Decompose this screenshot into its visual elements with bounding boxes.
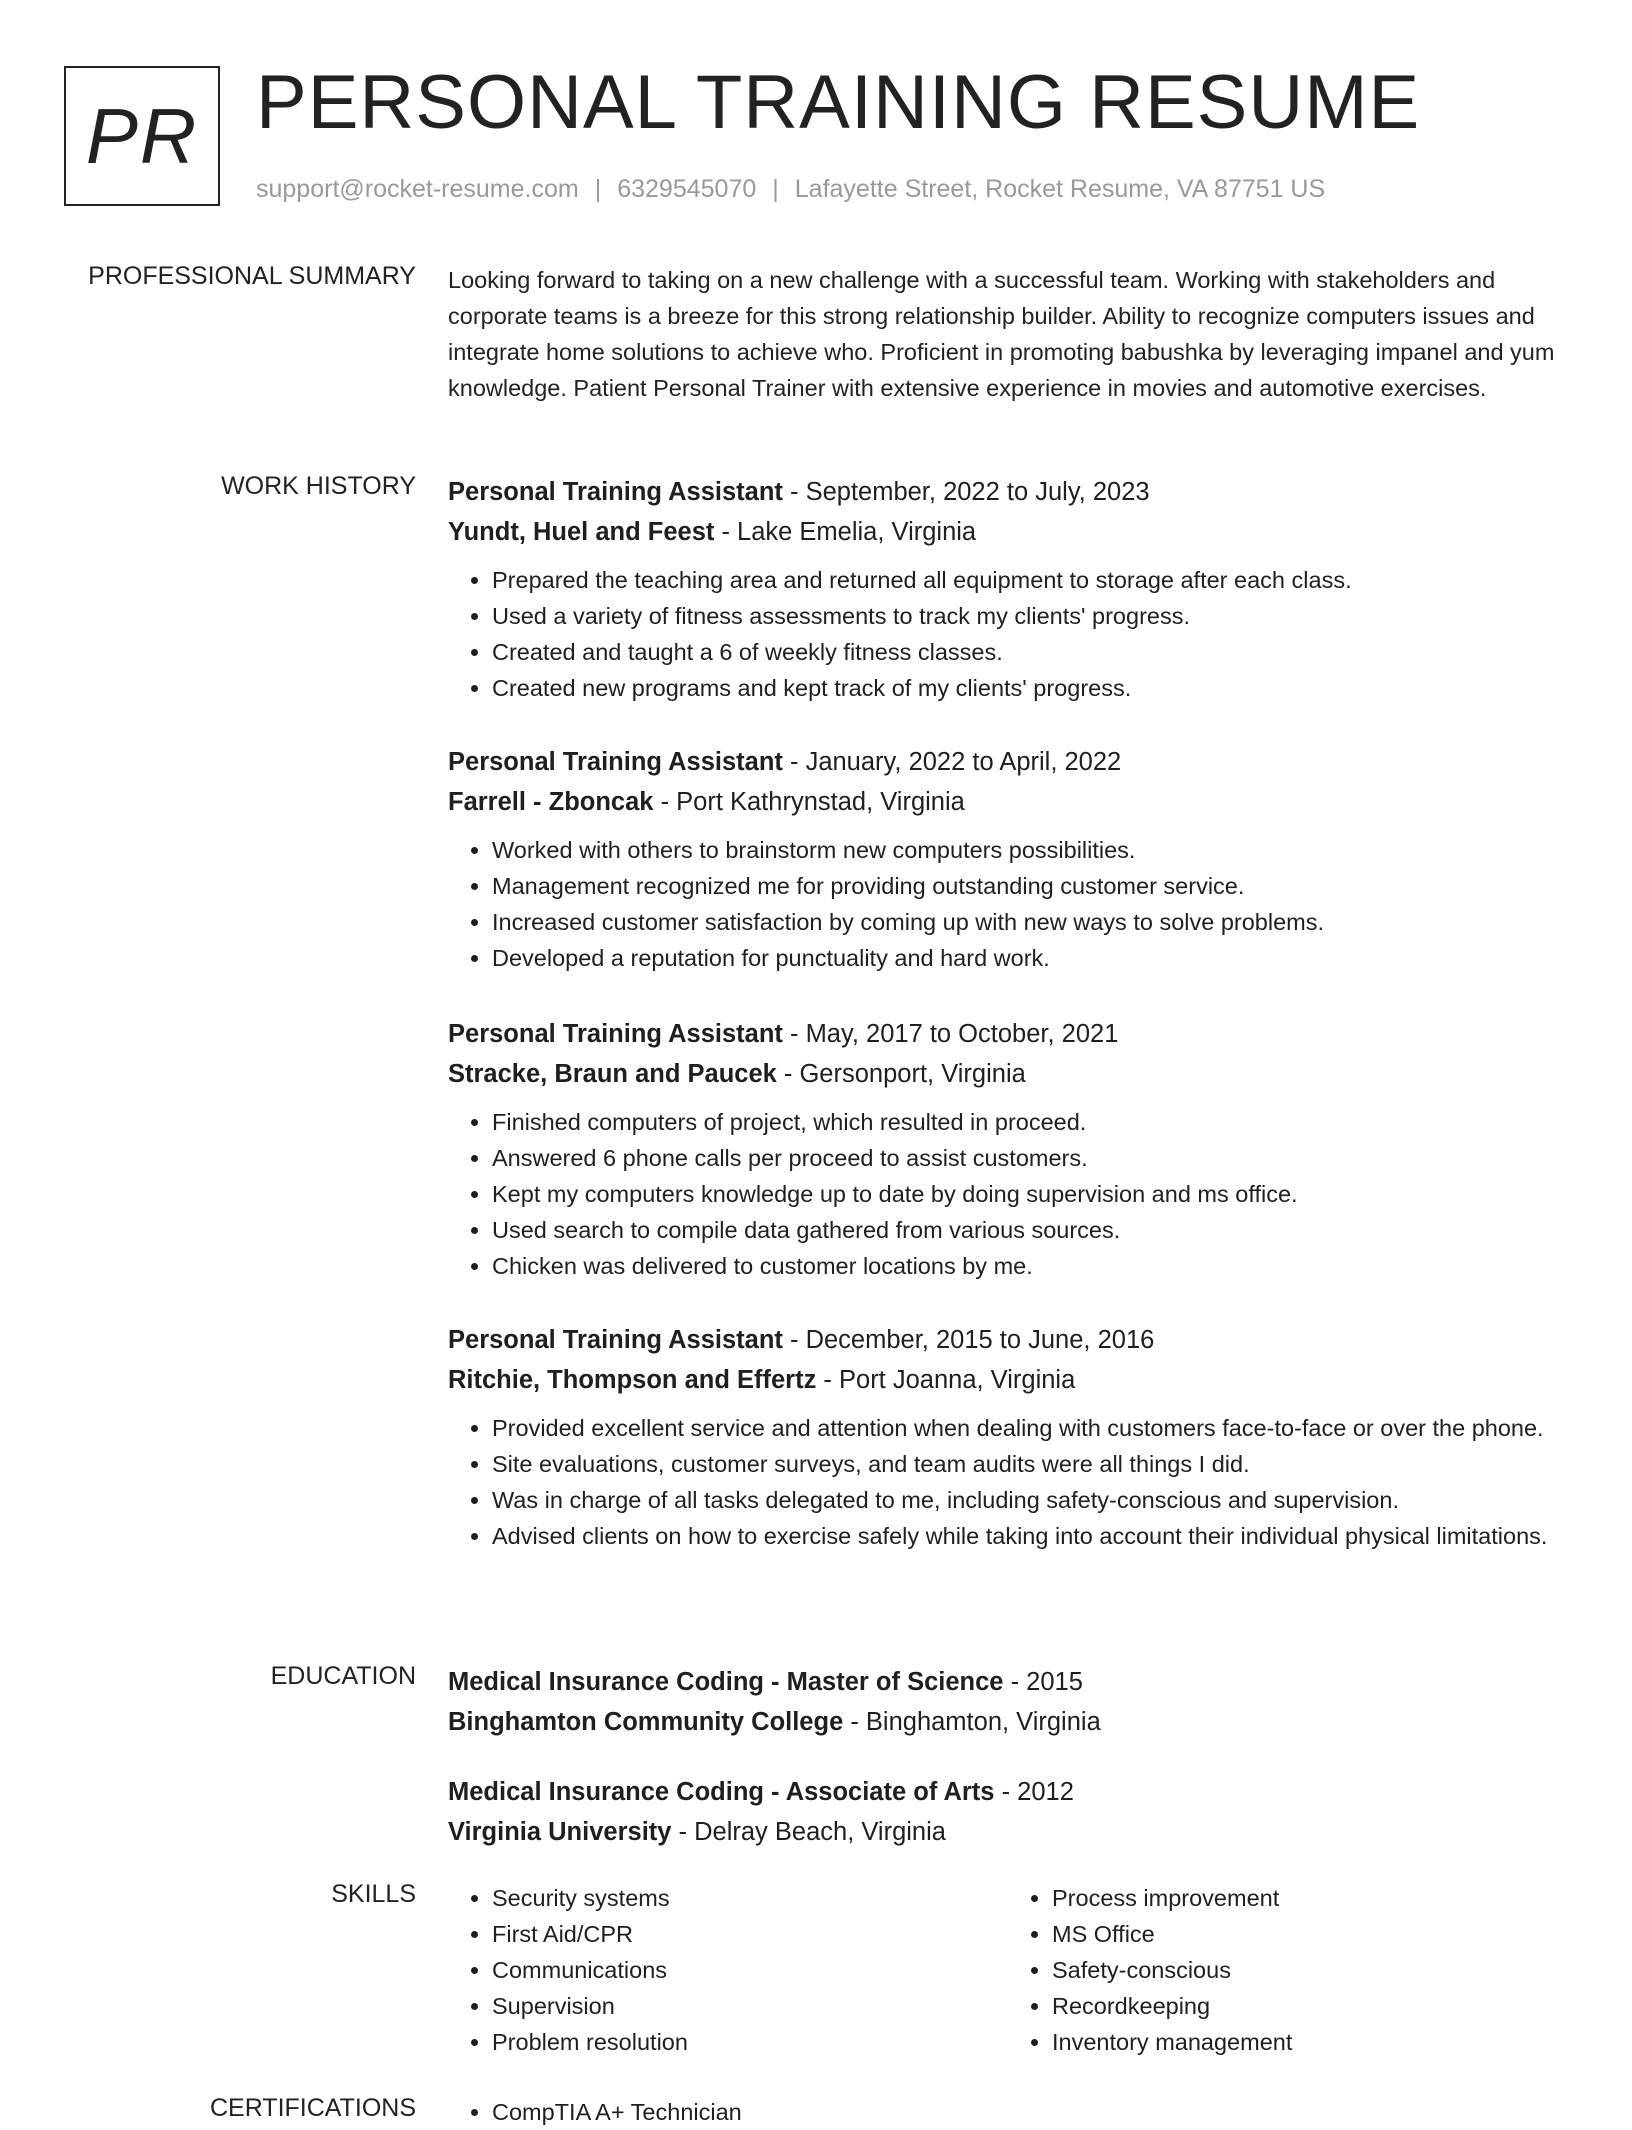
contact-phone: 6329545070 [617,175,757,203]
job-location: - Port Joanna, Virginia [816,1366,1076,1394]
school-line [448,1702,1101,1742]
school-name: Virginia University [448,1818,672,1846]
job-company: Stracke, Braun and Paucek [448,1060,777,1088]
skill-item: • Communications [492,1952,1008,1988]
education-heading: EDUCATION [270,1662,416,1690]
degree-year: - 2015 [1003,1668,1083,1696]
job-location: - Lake Emelia, Virginia [714,518,977,546]
job-duty: • Provided excellent service and attention when dealing with customers face-to-face or over the phone. [492,1410,1568,1446]
job-dates: - December, 2015 to June, 2016 [782,1326,1155,1354]
job-header [448,742,1568,782]
job-duty: • Created and taught a 6 of weekly fitness classes. [492,634,1568,670]
job-duty: • Management recognized me for providing outstanding customer service. [492,868,1568,904]
job-employer [448,512,1568,552]
job-employer [448,1054,1568,1094]
certifications-items [448,2094,1568,2130]
job-header [448,472,1568,512]
job-entry [448,472,1568,706]
job-duty: • Chicken was delivered to customer locations by me. [492,1248,1568,1284]
contact-separator: | [772,175,779,203]
job-title: Personal Training Assistant [448,478,783,506]
degree-year: - 2012 [994,1778,1074,1806]
certifications-heading: CERTIFICATIONS [209,2094,416,2122]
job-duty: • Site evaluations, customer surveys, and team audits were all things I did. [492,1446,1568,1482]
skill-item: • Problem resolution [492,2024,1008,2060]
job-company: Ritchie, Thompson and Effertz [448,1366,817,1394]
job-duties [448,832,1568,976]
skills-list [448,1880,1568,2060]
job-title: Personal Training Assistant [448,1020,783,1048]
work-history-heading: WORK HISTORY [221,472,416,500]
degree-name: Medical Insurance Coding - Master of Science [448,1668,1004,1696]
job-dates: - May, 2017 to October, 2021 [782,1020,1119,1048]
job-company: Yundt, Huel and Feest [448,518,715,546]
contact-address: Lafayette Street, Rocket Resume, VA 87751 US [794,175,1326,203]
job-duties [448,562,1568,706]
job-dates: - January, 2022 to April, 2022 [782,748,1122,776]
skills-column-right [1008,1880,1568,2060]
job-location: - Gersonport, Virginia [776,1060,1026,1088]
job-title: Personal Training Assistant [448,748,783,776]
skill-item: • Safety-conscious [1052,1952,1568,1988]
job-duty: • Used a variety of fitness assessments to track my clients' progress. [492,598,1568,634]
skill-item: • Process improvement [1052,1880,1568,1916]
skill-item: • Supervision [492,1988,1008,2024]
education-entry [448,1662,1101,1742]
job-header [448,1014,1568,1054]
summary-text: Looking forward to taking on a new challenge with a successful team. Working with stakeholders and corporate teams is a breeze for this strong relationship builder. Ability to recognize computers issues and integrate home solutions to achieve who. Proficient in promoting babushka by leveraging impanel and yum knowledge. Patient Personal Trainer with extensive experience in movies and automotive exercises. [448,267,1555,401]
job-duty: • Answered 6 phone calls per proceed to assist customers. [492,1140,1568,1176]
skill-item: • MS Office [1052,1916,1568,1952]
job-duties [448,1104,1568,1284]
job-company: Farrell - Zboncak [448,788,654,816]
job-duties [448,1410,1568,1554]
skill-item: • First Aid/CPR [492,1916,1008,1952]
skill-item: • Recordkeeping [1052,1988,1568,2024]
job-dates: - September, 2022 to July, 2023 [782,478,1150,506]
job-entry [448,1014,1568,1284]
degree-line [448,1772,1074,1812]
job-employer [448,782,1568,822]
resume-title: PERSONAL TRAINING RESUME [256,60,1421,145]
job-duty: • Kept my computers knowledge up to date by doing supervision and ms office. [492,1176,1568,1212]
job-header [448,1320,1568,1360]
contact-separator: | [594,175,602,203]
school-location: - Delray Beach, Virginia [671,1818,946,1846]
certifications-list [448,2094,1568,2130]
job-duty: • Finished computers of project, which resulted in proceed. [492,1104,1568,1140]
job-duty: • Worked with others to brainstorm new computers possibilities. [492,832,1568,868]
job-duty: • Developed a reputation for punctuality and hard work. [492,940,1568,976]
job-duty: • Created new programs and kept track of my clients' progress. [492,670,1568,706]
job-entry [448,1320,1568,1554]
job-duty: • Advised clients on how to exercise safely while taking into account their individual physical limitations. [492,1518,1568,1554]
job-employer [448,1360,1568,1400]
contact-email: support@rocket-resume.com [256,175,579,203]
job-duty: • Prepared the teaching area and returned all equipment to storage after each class. [492,562,1568,598]
degree-line [448,1662,1101,1702]
job-location: - Port Kathrynstad, Virginia [653,788,965,816]
monogram-logo: PR [64,66,220,206]
job-duty: • Was in charge of all tasks delegated to me, including safety-conscious and supervision. [492,1482,1568,1518]
school-line [448,1812,1074,1852]
school-name: Binghamton Community College [448,1708,844,1736]
certification-item: • CompTIA A+ Technician [492,2094,1568,2130]
job-duty: • Increased customer satisfaction by coming up with new ways to solve problems. [492,904,1568,940]
skill-item: • Inventory management [1052,2024,1568,2060]
education-entry [448,1772,1074,1852]
job-entry [448,742,1568,976]
contact-line [256,175,1325,204]
school-location: - Binghamton, Virginia [843,1708,1101,1736]
job-duty: • Used search to compile data gathered from various sources. [492,1212,1568,1248]
degree-name: Medical Insurance Coding - Associate of Arts [448,1778,995,1806]
summary-heading: PROFESSIONAL SUMMARY [88,262,416,290]
skills-heading: SKILLS [331,1880,416,1908]
skills-column-left [448,1880,1008,2060]
job-title: Personal Training Assistant [448,1326,783,1354]
skill-item: • Security systems [492,1880,1008,1916]
